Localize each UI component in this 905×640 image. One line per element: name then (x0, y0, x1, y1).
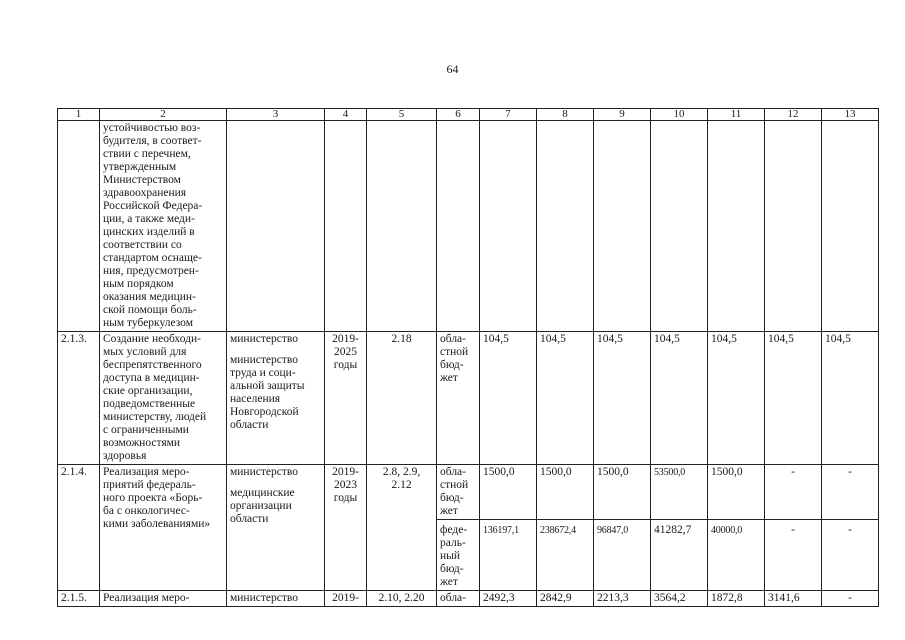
cell-value: - (822, 465, 879, 520)
header-cell: 13 (822, 109, 879, 121)
cell-target: 2.18 (367, 332, 437, 465)
cell-value: - (822, 591, 879, 607)
budget-table (57, 108, 879, 607)
cell-value: 104,5 (594, 332, 651, 465)
cell-value: 3141,6 (765, 591, 822, 607)
executor-primary: министерство (230, 466, 298, 478)
cell-source (437, 121, 480, 332)
cell-value (594, 121, 651, 332)
cell-target: 2.10, 2.20 (367, 591, 437, 607)
header-cell: 1 (58, 109, 100, 121)
header-cell: 10 (651, 109, 708, 121)
cell-value: 238672,4 (537, 520, 594, 591)
cell-source: феде- раль- ный бюд- жет (437, 520, 480, 591)
header-cell: 8 (537, 109, 594, 121)
cell-target: 2.8, 2.9, 2.12 (367, 465, 437, 591)
cell-value: 96847,0 (594, 520, 651, 591)
cell-value: - (765, 465, 822, 520)
cell-value: 1500,0 (708, 465, 765, 520)
cell-value: 41282,7 (651, 520, 708, 591)
cell-years (325, 121, 367, 332)
cell-value: 104,5 (765, 332, 822, 465)
header-cell: 9 (594, 109, 651, 121)
cell-name: Создание необходи- мых условий для беспрепятственного доступа в медицин- ские организации, подведомственные министерству, людей с ограниченными возможностями здоровья (100, 332, 227, 465)
table-row (58, 121, 879, 332)
cell-name: Реализация меро- приятий федераль- ного проекта «Борь- ба с онкологичес- кими заболеваниями» (100, 465, 227, 591)
cell-value: 104,5 (651, 332, 708, 465)
cell-value (708, 121, 765, 332)
header-cell: 6 (437, 109, 480, 121)
header-cell: 3 (227, 109, 325, 121)
cell-value: 40000,0 (708, 520, 765, 591)
header-cell: 7 (480, 109, 537, 121)
cell-target (367, 121, 437, 332)
cell-executor: министерство (227, 591, 325, 607)
cell-name: Реализация меро- (100, 591, 227, 607)
cell-years: 2019- (325, 591, 367, 607)
header-cell: 5 (367, 109, 437, 121)
cell-value (480, 121, 537, 332)
table-row (58, 465, 879, 520)
header-cell: 2 (100, 109, 227, 121)
cell-source: обла- стной бюд- жет (437, 332, 480, 465)
cell-value: 2213,3 (594, 591, 651, 607)
header-row (58, 109, 879, 121)
cell-value: 104,5 (708, 332, 765, 465)
cell-years: 2019- 2025 годы (325, 332, 367, 465)
table-row (58, 591, 879, 607)
cell-value: 1500,0 (537, 465, 594, 520)
cell-value: 1500,0 (594, 465, 651, 520)
cell-value: 53500,0 (651, 465, 708, 520)
cell-years: 2019- 2023 годы (325, 465, 367, 591)
cell-source: обла- стной бюд- жет (437, 465, 480, 520)
header-cell: 4 (325, 109, 367, 121)
cell-executor (227, 332, 325, 465)
cell-num: 2.1.5. (58, 591, 100, 607)
header-cell: 12 (765, 109, 822, 121)
cell-executor (227, 465, 325, 591)
cell-value: 2842,9 (537, 591, 594, 607)
executor-secondary: министерство труда и соци- альной защиты населения Новгородской области (230, 354, 305, 431)
cell-executor (227, 121, 325, 332)
cell-value: - (822, 520, 879, 591)
cell-value: 1500,0 (480, 465, 537, 520)
cell-value: 1872,8 (708, 591, 765, 607)
cell-source: обла- (437, 591, 480, 607)
header-cell: 11 (708, 109, 765, 121)
executor-primary: министерство (230, 333, 298, 345)
cell-value: 104,5 (537, 332, 594, 465)
cell-value: 104,5 (480, 332, 537, 465)
cell-num: 2.1.3. (58, 332, 100, 465)
cell-value (537, 121, 594, 332)
page-number: 64 (446, 62, 459, 76)
table-row (58, 332, 879, 465)
cell-name: устойчивостью воз- будителя, в соответ- ствии с перечнем, утвержденным Министерством здравоохранения Российской Федера- ции, а также меди- цинских изделий в соответствии со стандартом оснаще- ния, предусмотрен- ным порядком оказания медицин- ской помощи боль- ным туберкулезом (100, 121, 227, 332)
cell-num (58, 121, 100, 332)
cell-value (822, 121, 879, 332)
executor-secondary: медицинские организации области (230, 487, 295, 525)
cell-value (651, 121, 708, 332)
cell-value: 136197,1 (480, 520, 537, 591)
cell-value: 3564,2 (651, 591, 708, 607)
cell-value: 2492,3 (480, 591, 537, 607)
cell-num: 2.1.4. (58, 465, 100, 591)
cell-value: 104,5 (822, 332, 879, 465)
cell-value: - (765, 520, 822, 591)
cell-value (765, 121, 822, 332)
